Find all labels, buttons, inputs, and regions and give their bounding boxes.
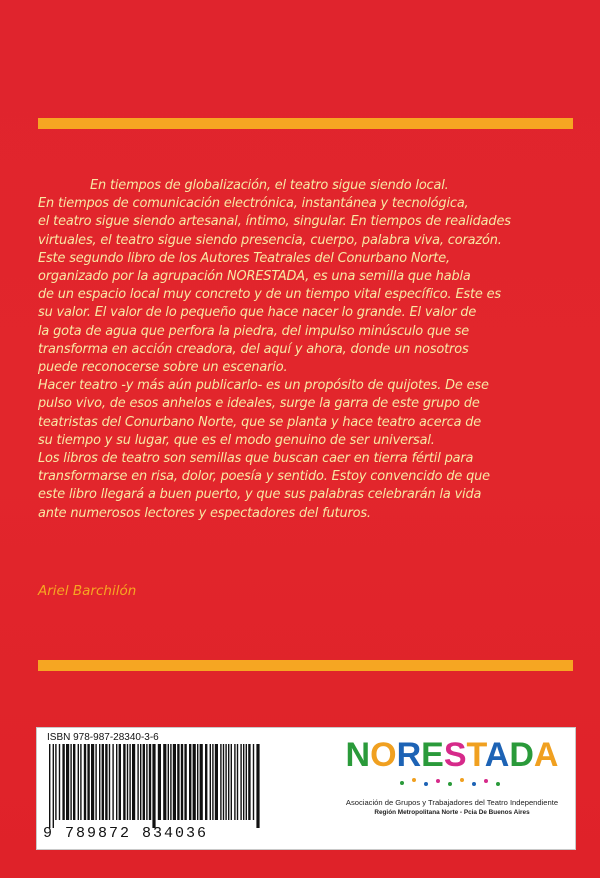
logo-letter: S [443, 736, 467, 774]
bottom-rule [38, 660, 573, 671]
logo-letter: N [345, 736, 371, 774]
isbn-label: ISBN 978-987-28340-3-6 [47, 732, 159, 743]
logo-letter: T [466, 736, 485, 774]
logo-region-text: Región Metropolitana Norte - Pcia De Buenos Aires [374, 809, 530, 816]
blurb-line: organizado por la agrupación NORESTADA, es una semilla que habla [38, 269, 471, 285]
blurb-line: puede reconocerse sobre un escenario. [38, 360, 288, 376]
logo-wordmark [337, 736, 567, 774]
blurb-text [38, 177, 578, 523]
isbn-panel [36, 727, 576, 850]
logo-association-text: Asociación de Grupos y Trabajadores del Teatro Independiente [345, 798, 559, 807]
blurb-line: Los libros de teatro son semillas que buscan caer en tierra fértil para [38, 451, 474, 467]
logo-letter: O [370, 736, 397, 774]
blurb-line: Este segundo libro de los Autores Teatrales del Conurbano Norte, [38, 250, 450, 266]
logo-dots-decoration [392, 776, 512, 790]
logo-letter: A [533, 736, 559, 774]
blurb-line: su valor. El valor de lo pequeño que hace nacer lo grande. El valor de [38, 305, 477, 321]
top-rule [38, 118, 573, 129]
author-name: Ariel Barchilón [38, 583, 137, 599]
logo-letter: E [421, 736, 444, 774]
blurb-line: pulso vivo, de esos anhelos e ideales, surge la garra de este grupo de [38, 396, 480, 412]
blurb-line: de un espacio local muy concreto y de un tiempo vital específico. Este es [38, 287, 501, 303]
logo-letter: A [484, 736, 510, 774]
blurb-line: En tiempos de globalización, el teatro sigue siendo local. [90, 178, 449, 193]
logo-letter: R [396, 736, 422, 774]
blurb-line: el teatro sigue siendo artesanal, íntimo, singular. En tiempos de realidades [38, 214, 511, 230]
blurb-line: la gota de agua que perfora la piedra, del impulso minúsculo que se [38, 323, 470, 339]
barcode-image [45, 744, 265, 828]
blurb-line: En tiempos de comunicación electrónica, instantánea y tecnológica, [38, 196, 469, 212]
blurb-line: teatristas del Conurbano Norte, que se planta y hace teatro acerca de [38, 414, 482, 430]
blurb-line: su tiempo y su lugar, que es el modo genuino de ser universal. [38, 432, 435, 448]
blurb-line: este libro llegará a buen puerto, y que sus palabras celebrarán la vida [38, 487, 482, 503]
barcode-digits: 9 789872 834036 [43, 825, 209, 842]
blurb-line: ante numerosos lectores y espectadores del futuros. [38, 505, 371, 521]
blurb-line: transforma en acción creadora, del aquí y ahora, donde un nosotros [38, 341, 469, 357]
blurb-line: Hacer teatro -y más aún publicarlo- es un propósito de quijotes. De ese [38, 378, 489, 394]
blurb-line: virtuales, el teatro sigue siendo presencia, cuerpo, palabra viva, corazón. [38, 232, 502, 248]
norestada-logo [337, 736, 567, 816]
logo-letter: D [509, 736, 534, 774]
blurb-line: transformarse en risa, dolor, poesía y sentido. Estoy convencido de que [38, 469, 490, 485]
